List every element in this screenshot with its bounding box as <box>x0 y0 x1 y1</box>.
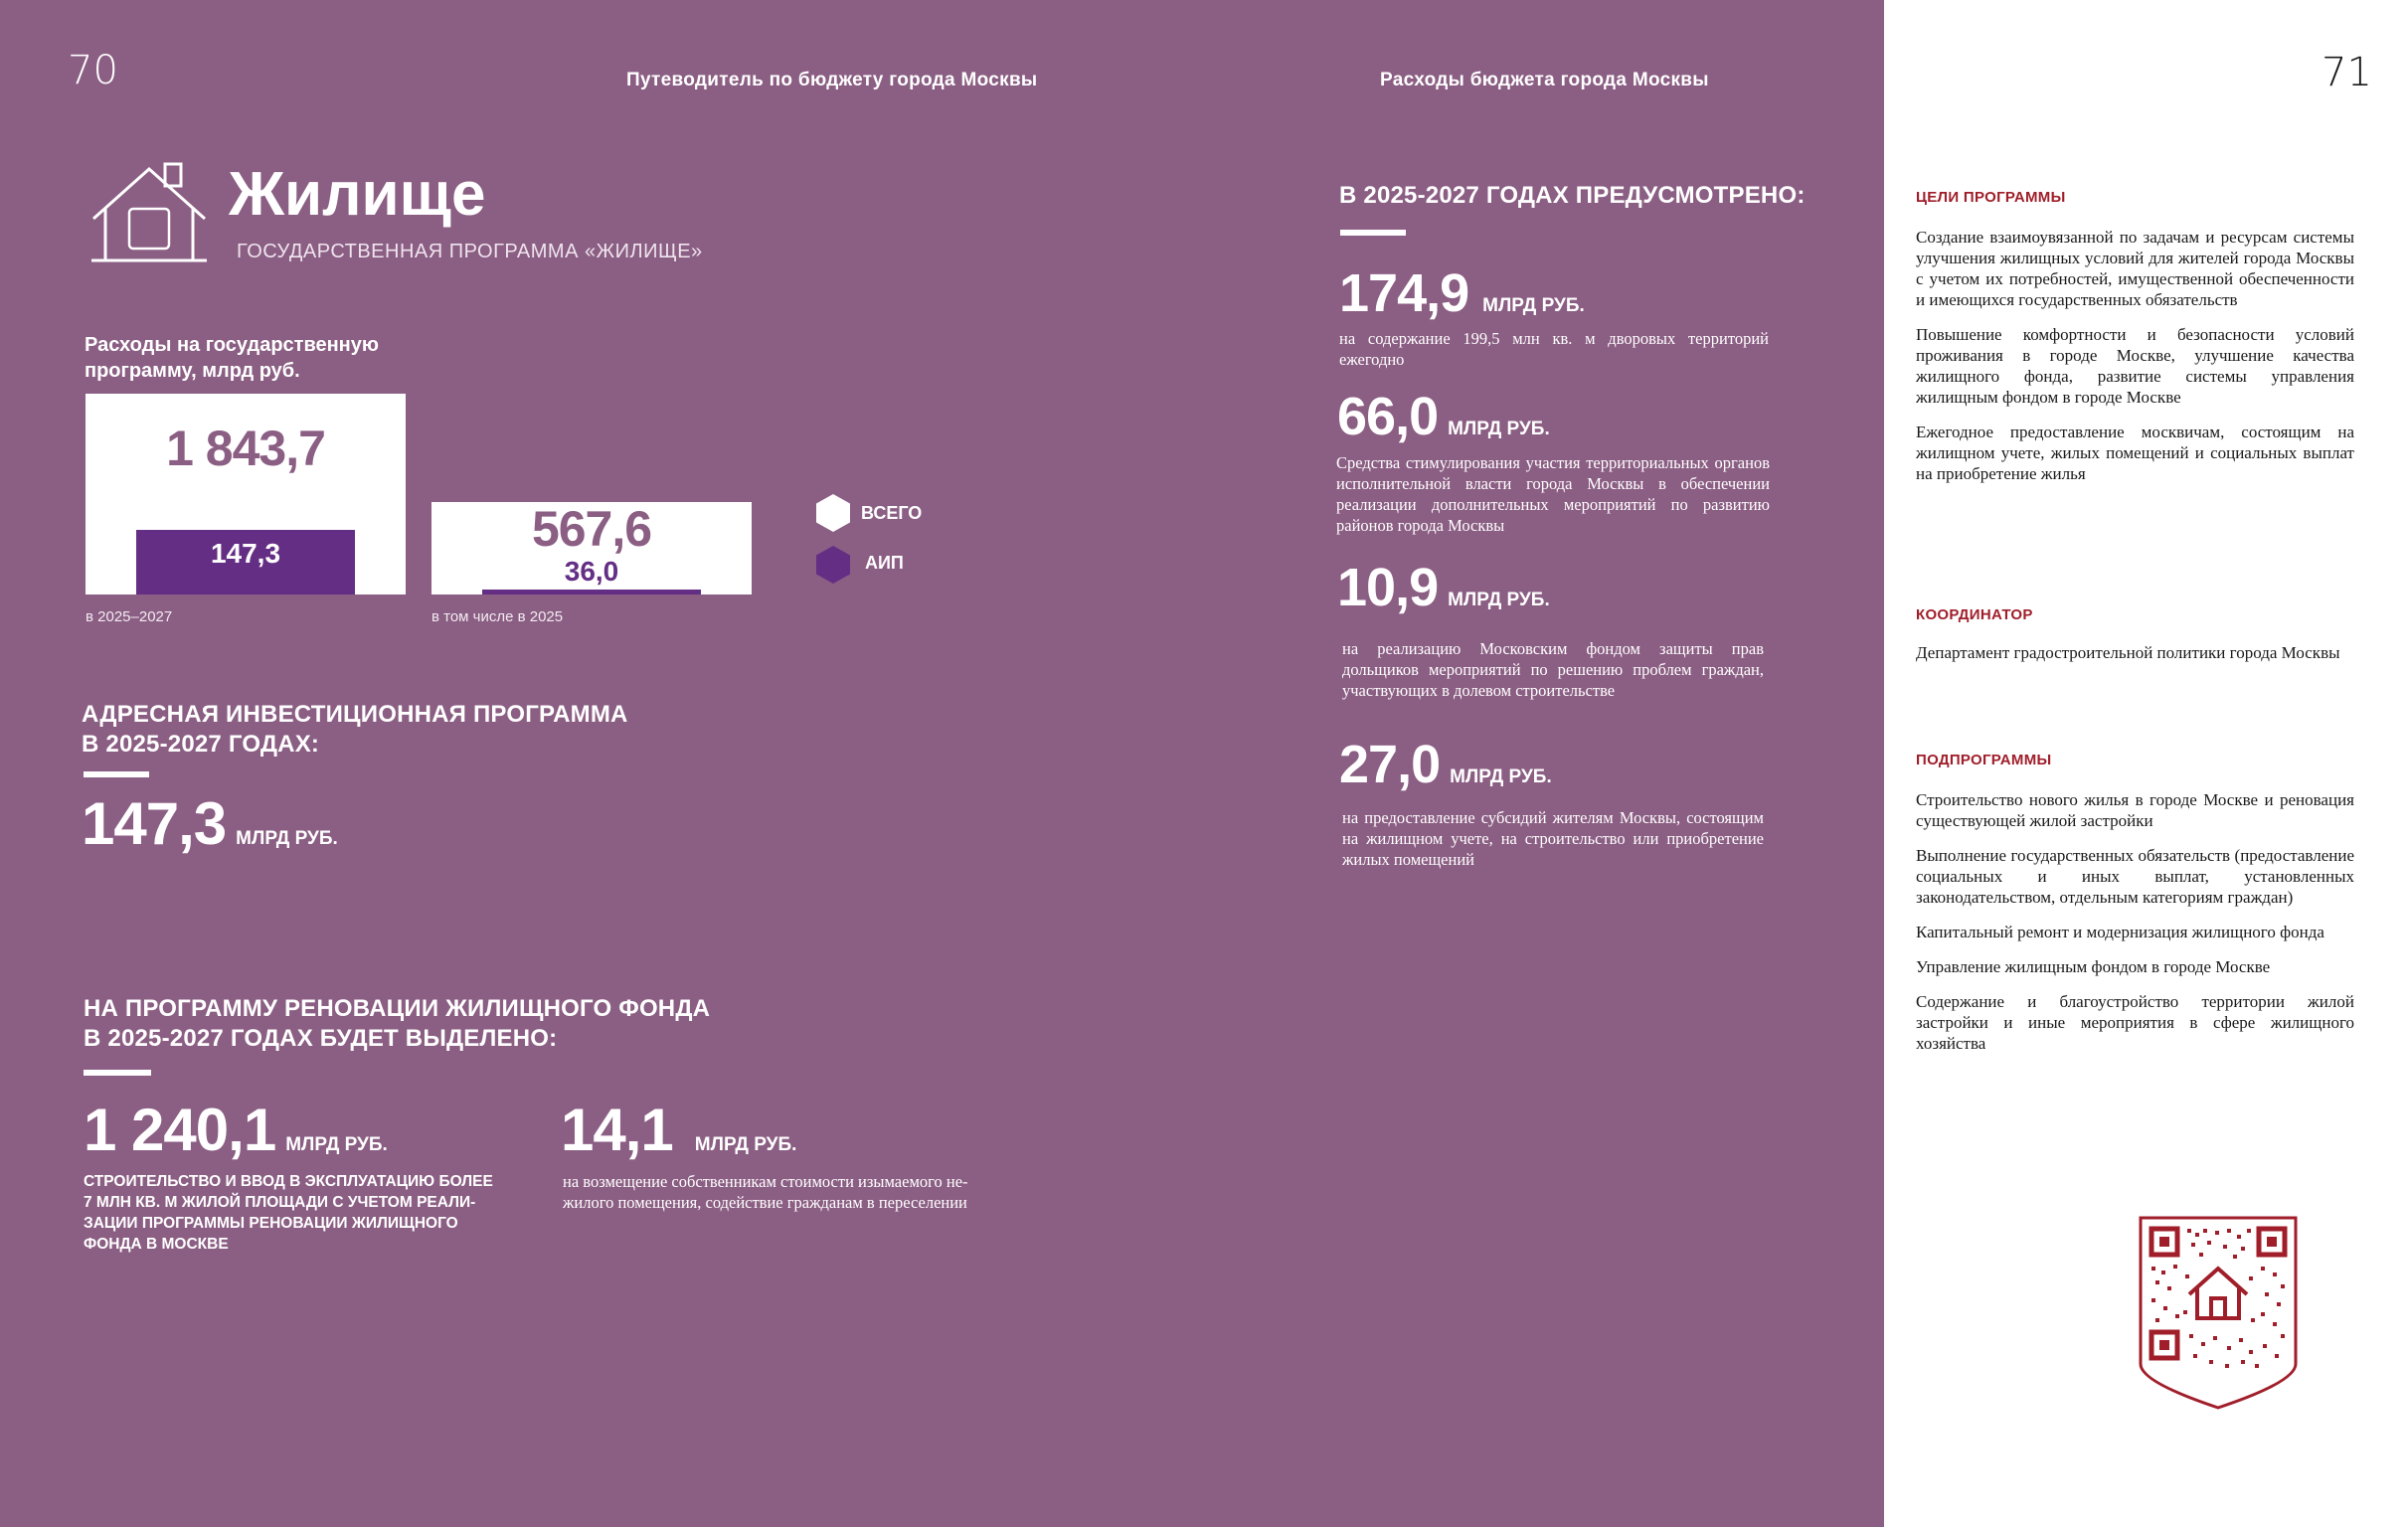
renovation-heading <box>84 994 710 1054</box>
renovation-divider <box>84 1070 151 1076</box>
page-title: Жилище <box>229 160 486 229</box>
data-label-total-2025-2027: 1 843,7 <box>166 421 325 476</box>
planned-courtyards-unit: МЛРД РУБ. <box>1482 295 1585 316</box>
goal-item: Создание взаимоувязанной по задачам и ресурсам системы улучшения жилищных условий для жителей города Москвы с учетом их потребностей, имущественной обеспеченности и имеющихся государственных обязательств <box>1916 228 2354 309</box>
subprogram-item: Строительство нового жилья в городе Москве и реновация существующей жилой застройки <box>1916 790 2354 830</box>
renovation-compensation-line: на возмещение собственникам стоимости изымаемого не- <box>563 1172 968 1191</box>
planned-districts-description: Средства стимулирования участия территориальных органов исполнительной власти города Москвы в обеспечении реализации дополнительных мероприятий по развитию районов города Москвы <box>1336 453 1770 535</box>
goal-item: Ежегодное предоставление москвичам, состоящим на жилищном учете, жилых помещений и социальных выплат на приобретение жилья <box>1916 423 2354 483</box>
aip-heading-line1: АДРЕСНАЯ ИНВЕСТИЦИОННАЯ ПРОГРАММА <box>82 701 628 728</box>
planned-stat-districts <box>1337 386 1550 447</box>
chart-title: Расходы на государственную программу, млрд руб. <box>85 334 379 382</box>
planned-subsidies-unit: МЛРД РУБ. <box>1450 766 1552 787</box>
category-label-2025-2027: в 2025–2027 <box>86 608 173 625</box>
planned-courtyards-description: на содержание 199,5 млн кв. м дворовых территорий ежегодно <box>1339 329 1769 369</box>
renovation-construction-line: 7 МЛН КВ. М ЖИЛОЙ ПЛОЩАДИ С УЧЕТОМ РЕАЛИ- <box>84 1194 476 1211</box>
renovation-stat-compensation <box>561 1096 796 1164</box>
subprograms-title: ПОДПРОГРАММЫ <box>1916 752 2052 768</box>
renovation-compensation-description <box>563 1171 968 1213</box>
aip-value: 147,3 <box>82 790 227 857</box>
subprogram-item: Капитальный ремонт и модернизация жилищного фонда <box>1916 923 2324 941</box>
legend-aip-label: АИП <box>865 553 904 573</box>
renovation-construction-unit: МЛРД РУБ. <box>285 1134 388 1155</box>
planned-shareholders-value: 10,9 <box>1337 558 1439 617</box>
planned-districts-unit: МЛРД РУБ. <box>1448 419 1550 439</box>
renovation-compensation-unit: МЛРД РУБ. <box>694 1134 797 1155</box>
planned-courtyards-value: 174,9 <box>1339 263 1469 323</box>
renovation-stat-construction <box>84 1096 388 1164</box>
legend-total-label: ВСЕГО <box>861 503 923 523</box>
planned-stat-subsidies <box>1339 734 1552 795</box>
renovation-construction-line: ФОНДА В МОСКВЕ <box>84 1236 229 1253</box>
planned-divider <box>1340 230 1406 236</box>
running-header-right: Расходы бюджета города Москвы <box>1380 70 1709 90</box>
goal-item: Повышение комфортности и безопасности условий проживания в городе Москве, улучшение качества жилищного фонда, развитие системы управления жилищным фондом в городе Москве <box>1916 325 2354 407</box>
legend-aip-hexagon-icon <box>815 545 851 585</box>
data-label-total-2025: 567,6 <box>531 501 652 557</box>
planned-shareholders-description: на реализацию Московским фондом защиты прав дольщиков мероприятий по решению проблем граждан, участвующих в долевом строительстве <box>1342 639 1764 700</box>
bar-total-2025-2027 <box>86 394 406 594</box>
legend-total-hexagon-icon <box>815 493 851 533</box>
renovation-heading-line1: НА ПРОГРАММУ РЕНОВАЦИИ ЖИЛИЩНОГО ФОНДА <box>84 995 711 1022</box>
renovation-construction-line: ЗАЦИИ ПРОГРАММЫ РЕНОВАЦИИ ЖИЛИЩНОГО <box>84 1215 458 1232</box>
renovation-heading-line2: В 2025-2027 ГОДАХ БУДЕТ ВЫДЕЛЕНО: <box>84 1025 558 1052</box>
renovation-construction-description <box>84 1171 493 1255</box>
aip-unit: МЛРД РУБ. <box>236 828 338 849</box>
renovation-construction-value: 1 240,1 <box>84 1097 276 1163</box>
house-icon <box>89 159 209 268</box>
subprogram-item: Управление жилищным фондом в городе Москве <box>1916 957 2271 976</box>
data-label-aip-2025: 36,0 <box>564 556 619 587</box>
bar-aip-2025-2027 <box>136 530 355 594</box>
running-header-left: Путеводитель по бюджету города Москвы <box>626 70 1038 90</box>
aip-heading-line2: В 2025-2027 ГОДАХ: <box>82 731 320 758</box>
category-label-2025: в том числе в 2025 <box>431 608 564 625</box>
bar-aip-2025 <box>482 590 701 594</box>
data-label-aip-2025-2027: 147,3 <box>210 538 281 569</box>
planned-subsidies-description: на предоставление субсидий жителям Москвы, состоящим на жилищном учете, на строительство или приобретение жилых помещений <box>1342 808 1764 869</box>
coordinator-text: Департамент градостроительной политики города Москвы <box>1916 643 2340 662</box>
program-subtitle: ГОСУДАРСТВЕННАЯ ПРОГРАММА «ЖИЛИЩЕ» <box>237 241 703 262</box>
qr-code-icon[interactable] <box>2138 1215 2299 1412</box>
goals-title: ЦЕЛИ ПРОГРАММЫ <box>1916 189 2066 206</box>
aip-stat <box>82 789 338 858</box>
renovation-compensation-value: 14,1 <box>561 1097 673 1163</box>
planned-shareholders-unit: МЛРД РУБ. <box>1448 590 1550 610</box>
right-sidebar <box>1884 0 2408 1527</box>
aip-heading <box>82 700 628 760</box>
planned-subsidies-value: 27,0 <box>1339 735 1441 794</box>
bar-total-2025 <box>431 502 752 594</box>
planned-heading: В 2025-2027 ГОДАХ ПРЕДУСМОТРЕНО: <box>1339 182 1806 209</box>
renovation-compensation-line: жилого помещения, содействие гражданам в переселении <box>563 1193 967 1212</box>
aip-divider <box>84 771 149 777</box>
subprogram-item: Выполнение государственных обязательств (предоставление социальных и иных выплат, установленных законодательством, отдельным категориям граждан) <box>1916 846 2354 907</box>
page-number-left: 70 <box>68 48 118 93</box>
planned-districts-value: 66,0 <box>1337 387 1439 446</box>
planned-stat-shareholders <box>1337 557 1550 618</box>
coordinator-title: КООРДИНАТОР <box>1916 606 2033 623</box>
subprograms-list <box>1916 789 2354 1068</box>
renovation-construction-line: СТРОИТЕЛЬСТВО И ВВОД В ЭКСПЛУАТАЦИЮ БОЛЕЕ <box>84 1173 493 1190</box>
page-number-right: 71 <box>2322 50 2372 95</box>
planned-stat-courtyards <box>1339 262 1585 324</box>
goals-list <box>1916 227 2354 498</box>
subprogram-item: Содержание и благоустройство территории жилой застройки и иные мероприятия в сфере жилищного хозяйства <box>1916 992 2354 1053</box>
